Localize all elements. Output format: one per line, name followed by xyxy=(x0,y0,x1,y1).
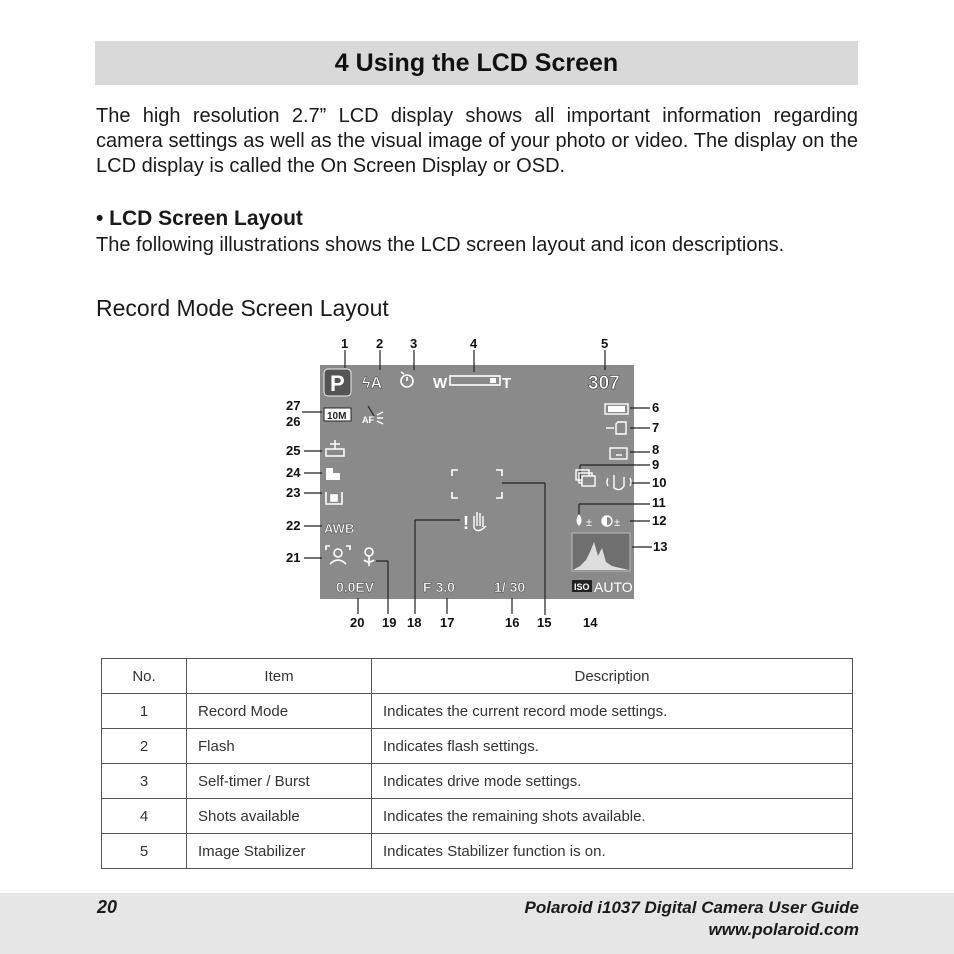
callout-13: 13 xyxy=(653,539,668,554)
website-link[interactable]: www.polaroid.com xyxy=(708,920,859,939)
callout-21: 21 xyxy=(286,550,301,565)
callout-27: 27 xyxy=(286,398,301,413)
row-no: 2 xyxy=(102,729,187,764)
row-item: Record Mode xyxy=(187,694,372,729)
callout-11: 11 xyxy=(652,495,666,510)
callout-26: 26 xyxy=(286,414,301,429)
table-row xyxy=(102,799,853,834)
callout-24: 24 xyxy=(286,465,301,480)
callout-6: 6 xyxy=(652,400,660,415)
section-description: The following illustrations shows the LCD screen layout and icon descriptions. xyxy=(96,234,785,256)
row-item: Image Stabilizer xyxy=(187,834,372,869)
header-no: No. xyxy=(102,659,187,694)
row-item: Shots available xyxy=(187,799,372,834)
table-row xyxy=(102,694,853,729)
row-item: Self-timer / Burst xyxy=(187,764,372,799)
sharpness-plus-minus: ± xyxy=(614,517,621,529)
row-description: Indicates flash settings. xyxy=(372,729,853,764)
callout-15: 15 xyxy=(537,615,552,630)
callout-3: 3 xyxy=(410,336,418,351)
callout-18: 18 xyxy=(407,615,422,630)
iso-label: ISO xyxy=(574,582,590,592)
callout-19: 19 xyxy=(382,615,397,630)
exposure-value: 0.0EV xyxy=(336,579,375,595)
zoom-t-label: T xyxy=(502,375,512,392)
record-mode-text: P xyxy=(330,371,345,396)
iso-value: AUTO xyxy=(594,579,633,595)
diagram-title: Record Mode Screen Layout xyxy=(96,295,389,321)
section-heading: • LCD Screen Layout xyxy=(96,207,303,230)
histogram-icon xyxy=(572,533,630,571)
resolution-text: 10M xyxy=(327,411,347,422)
row-description: Indicates the current record mode settings. xyxy=(372,694,853,729)
row-no: 3 xyxy=(102,764,187,799)
table-row xyxy=(102,729,853,764)
items-table xyxy=(101,658,853,869)
shake-warning-mark: ! xyxy=(463,513,469,533)
callout-2: 2 xyxy=(376,336,384,351)
row-description: Indicates Stabilizer function is on. xyxy=(372,834,853,869)
table-row xyxy=(102,834,853,869)
flash-icon: ϟA xyxy=(362,375,383,392)
table-header-row xyxy=(102,659,853,694)
row-description: Indicates drive mode settings. xyxy=(372,764,853,799)
table-row xyxy=(102,764,853,799)
callout-7: 7 xyxy=(652,420,660,435)
burst-icon xyxy=(576,470,595,486)
af-lamp-text: AF xyxy=(362,415,374,425)
aperture-value: F 3.0 xyxy=(423,579,455,595)
row-item: Flash xyxy=(187,729,372,764)
callout-10: 10 xyxy=(652,475,667,490)
intro-paragraph: The high resolution 2.7” LCD display shows all important information regarding camera settings as well as the visual image of your photo or video. The display on the LCD display is called the On Screen Display or OSD. xyxy=(96,105,858,177)
guide-title: Polaroid i1037 Digital Camera User Guide xyxy=(524,898,859,917)
saturation-plus-minus: ± xyxy=(586,517,593,529)
callout-23: 23 xyxy=(286,485,301,500)
callout-12: 12 xyxy=(652,513,667,528)
page-title: 4 Using the LCD Screen xyxy=(334,48,619,77)
shutter-speed: 1/ 30 xyxy=(494,579,526,595)
shots-available: 307 xyxy=(588,373,620,394)
callout-25: 25 xyxy=(286,443,301,458)
callout-5: 5 xyxy=(601,336,609,351)
row-no: 4 xyxy=(102,799,187,834)
page-number: 20 xyxy=(97,897,118,917)
page-footer xyxy=(0,893,954,954)
row-no: 5 xyxy=(102,834,187,869)
callout-4: 4 xyxy=(470,336,478,351)
header-description: Description xyxy=(372,659,853,694)
footer-guide xyxy=(525,897,859,941)
callout-16: 16 xyxy=(505,615,520,630)
callout-22: 22 xyxy=(286,518,301,533)
callout-9: 9 xyxy=(652,457,660,472)
callout-1: 1 xyxy=(341,336,349,351)
callout-20: 20 xyxy=(350,615,365,630)
lcd-diagram xyxy=(280,330,680,635)
callout-17: 17 xyxy=(440,615,455,630)
row-description: Indicates the remaining shots available. xyxy=(372,799,853,834)
resolution-icon xyxy=(324,408,351,422)
header-item: Item xyxy=(187,659,372,694)
callout-14: 14 xyxy=(583,615,598,630)
title-bar xyxy=(95,41,858,85)
row-no: 1 xyxy=(102,694,187,729)
white-balance-text: AWB xyxy=(324,521,355,536)
callout-8: 8 xyxy=(652,442,660,457)
zoom-w-label: W xyxy=(433,375,448,392)
